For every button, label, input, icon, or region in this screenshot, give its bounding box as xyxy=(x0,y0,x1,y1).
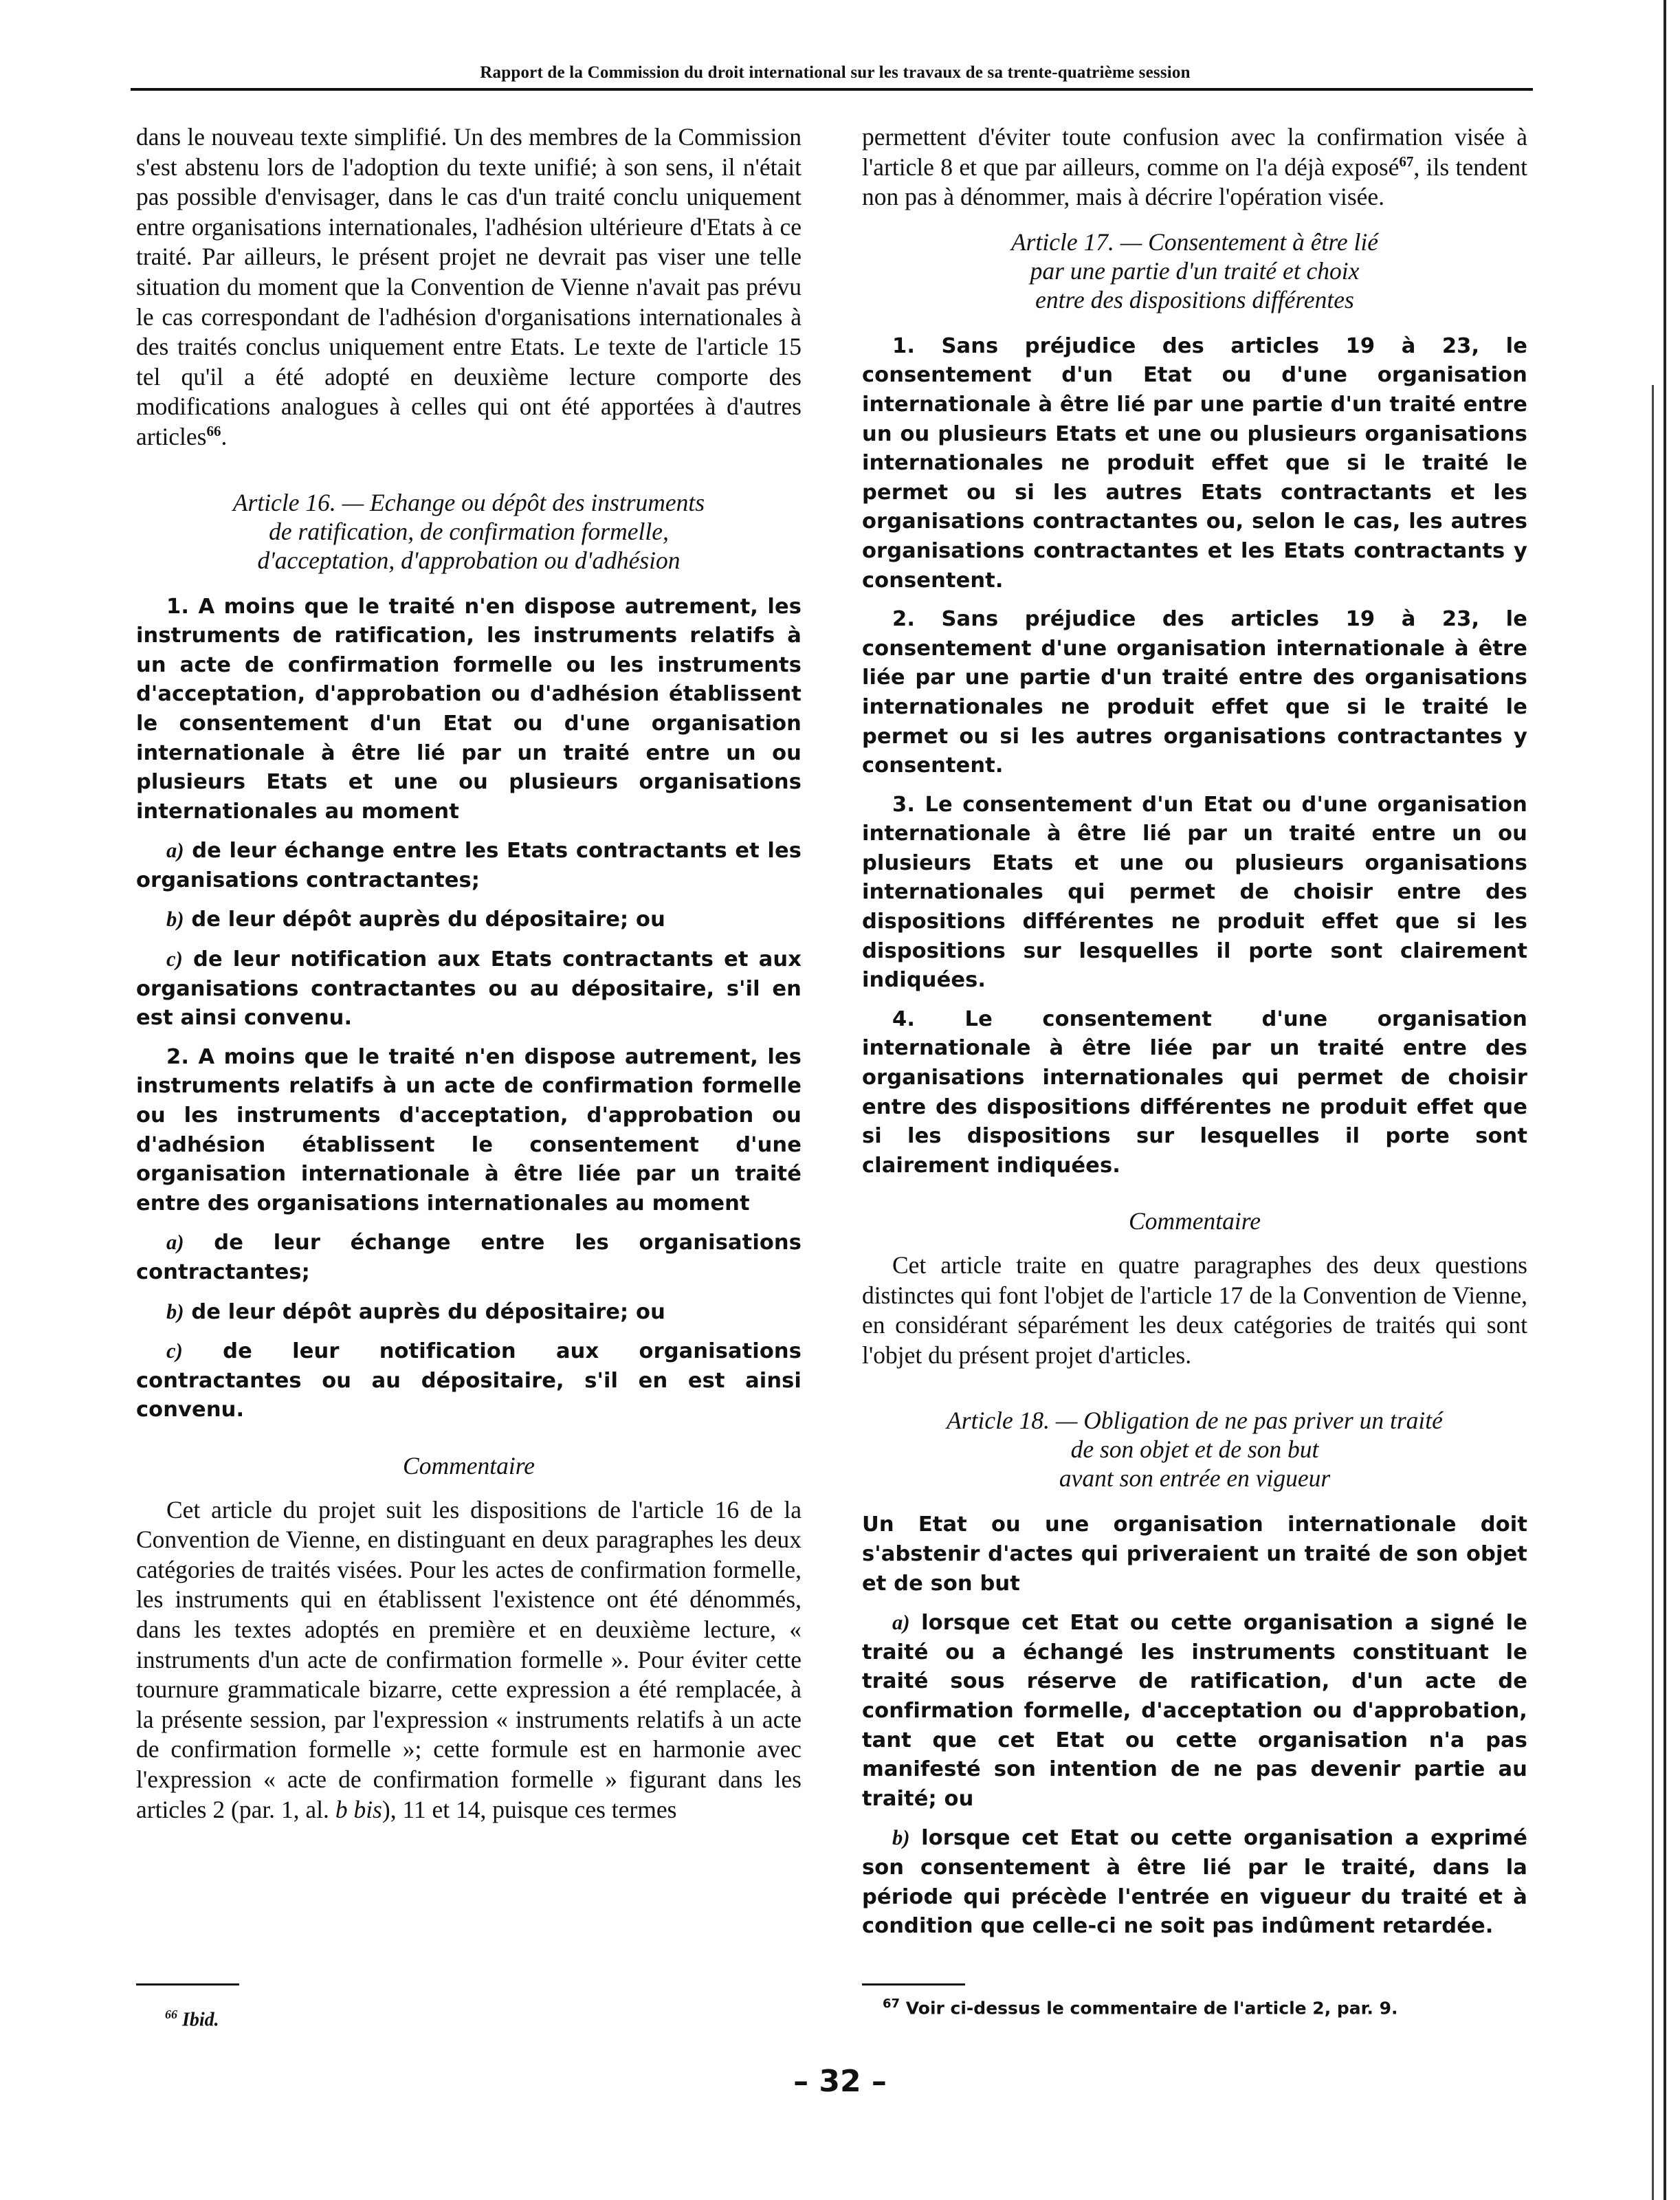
article-17-commentary: Cet article traite en quatre paragraphes des deux questions distinctes qui font l'objet de l'article 17 de la Convention de Vienne, en considérant séparément les deux catégories de traités qui sont l'objet du présent projet d'articles. xyxy=(862,1251,1527,1369)
article-17-paragraph-3: 3. Le consentement d'un Etat ou d'une organisation internationale à être lié par un traité entre un ou plusieurs Etats et une ou plusieurs organisations internationales qui permet de choisir entre des dispositions différentes ne produit effet que si les dispositions sur lesquelles il porte sont clairement indiquées. xyxy=(862,792,1527,993)
article-18-intro: Un Etat ou une organisation internationale doit s'abstenir d'actes qui priveraient un traité de son objet et de son but xyxy=(862,1512,1527,1596)
page-number: – 32 – xyxy=(793,2064,887,2099)
commentaire-heading-17: Commentaire xyxy=(1129,1207,1261,1235)
scan-edge-line xyxy=(1664,0,1666,2200)
footnote-ref-66: 66 xyxy=(206,423,221,440)
header-rule xyxy=(131,88,1533,91)
running-head: Rapport de la Commission du droit international sur les travaux de sa trente-quatrième session xyxy=(480,63,1191,82)
continuation-paragraph: permettent d'éviter toute confusion avec la confirmation visée à l'article 8 et que par ailleurs, comme on l'a déjà exposé$^{67}$, ils tendent non pas à dénommer, mais à décrire l'opération visée. xyxy=(862,123,1527,211)
article-16-title: Article 16. — Echange ou dépôt des instruments de ratification, de confirmation formelle, d'acceptation, d'approbation ou d'adhésion xyxy=(232,488,705,574)
article-16-p2-item-a: a) de leur échange entre les organisations contractantes; xyxy=(136,1231,802,1284)
footnote-ref-67: 67 xyxy=(1399,153,1414,170)
article-17-paragraph-1: 1. Sans préjudice des articles 19 à 23, le consentement d'un Etat ou d'une organisation internationale à être lié par une partie d'un traité entre un ou plusieurs Etats et une ou plusieurs organisations internationales ne produit effet que si le traité le permet ou si les autres Etats contractants et les organisations contractantes ou, selon le cas, les autres organisations contractantes et les Etats contractants y consentent. xyxy=(862,333,1527,593)
scan-edge-line-inner xyxy=(1652,385,1654,2200)
article-17-title: Article 17. — Consentement à être lié par une partie d'un traité et choix entre des dispositions différentes xyxy=(1010,228,1379,314)
intro-paragraph: dans le nouveau texte simplifié. Un des membres de la Commission s'est abstenu lors de l'adoption du texte unifié; à son sens, il n'était pas possible d'envisager, dans le cas d'un traité conclu uniquement entre organisations internationales, l'adhésion ultérieure d'Etats à ce traité. Par ailleurs, le présent projet ne devrait pas viser une telle situation du moment que la Convention de Vienne n'avait pas prévu le cas correspondant de l'adhésion d'organisations internationales à des traités conclus uniquement entre Etats. Le texte de l'article 15 tel qu'il a été adopté en deuxième lecture comporte des modifications analogues à celles qui ont été apportées à d'autres articles$^{66}$. xyxy=(136,123,802,450)
article-16-p2-item-c: c) de leur notification aux organisations contractantes ou au dépositaire, s'il en est ainsi convenu. xyxy=(136,1339,802,1422)
footnote-66: $^{66}$ Ibid. xyxy=(165,2008,219,2031)
article-18-item-a: a) lorsque cet Etat ou cette organisation a signé le traité ou a échangé les instruments constituant le traité sous réserve de ratification, d'un acte de confirmation formelle, d'acceptation ou d'approbation, tant que cet Etat ou cette organisation n'a pas manifesté son intention de ne pas devenir partie au traité; ou xyxy=(862,1611,1527,1811)
article-16-p2-item-b: b) de leur dépôt auprès du dépositaire; ou xyxy=(166,1299,665,1324)
footnote-67: $^{67}$ Voir ci-dessus le commentaire de l'article 2, par. 9. xyxy=(883,1996,1398,2018)
left-column xyxy=(136,122,802,1834)
article-16-p1-item-a: a) de leur échange entre les Etats contractants et les organisations contractantes; xyxy=(136,839,802,892)
footnote-rule-left xyxy=(136,1983,239,1986)
article-17-paragraph-2: 2. Sans préjudice des articles 19 à 23, le consentement d'une organisation internationale à être liée par une partie d'un traité entre des organisations internationales ne produit effet que si le traité le permet ou si les autres organisations contractantes y consentent. xyxy=(862,607,1527,778)
article-16-paragraph-2: 2. A moins que le traité n'en dispose autrement, les instruments relatifs à un acte de confirmation formelle ou les instruments d'acceptation, d'approbation ou d'adhésion établissent le consentement d'une organisation internationale à être liée par un traité entre des organisations internationales au moment xyxy=(136,1044,802,1216)
article-16-paragraph-1: 1. A moins que le traité n'en dispose autrement, les instruments de ratification, les instruments relatifs à un acte de confirmation formelle ou les instruments d'acceptation, d'approbation ou d'adhésion établissent le consentement d'un Etat ou d'une organisation internationale à être lié par un traité entre un ou plusieurs Etats et une ou plusieurs organisations internationales au moment xyxy=(136,594,802,824)
article-16-commentary: Cet article du projet suit les dispositions de l'article 16 de la Convention de Vienne, en distinguant en deux paragraphes les deux catégories de traités visées. Pour les actes de confirmation formelle, les instruments qui en établissent l'existence ont été dénommés, dans les textes adoptés en première et en deuxième lecture, « instruments d'un acte de confirmation formelle ». Pour éviter cette tournure grammaticale bizarre, cette expression a été remplacée, à la présente session, par l'expression « instruments relatifs à un acte de confirmation formelle »; cette formule est en harmonie avec l'expression « acte de confirmation formelle » figurant dans les articles 2 (par. 1, al. b bis), 11 et 14, puisque ces termes xyxy=(136,1495,802,1823)
article-16-p1-item-c: c) de leur notification aux Etats contractants et aux organisations contractantes ou au dépositaire, s'il en est ainsi convenu. xyxy=(136,947,802,1031)
article-17-paragraph-4: 4. Le consentement d'une organisation internationale à être liée par un traité entre des organisations internationales qui permet de choisir entre des dispositions différentes ne produit effet que si les dispositions sur lesquelles il porte sont clairement indiquées. xyxy=(862,1006,1527,1178)
article-16-p1-item-b: b) de leur dépôt auprès du dépositaire; ou xyxy=(166,908,665,932)
article-18-title: Article 18. — Obligation de ne pas priver un traité de son objet et de son but avant son entrée en vigueur xyxy=(947,1407,1443,1493)
commentaire-heading-16: Commentaire xyxy=(403,1451,535,1480)
article-18-item-b: b) lorsque cet Etat ou cette organisation a exprimé son consentement à être lié par le traité, dans la période qui précède l'entrée en vigueur du traité et à condition que celle-ci ne soit pas indûment retardée. xyxy=(862,1826,1527,1939)
right-column xyxy=(862,122,1527,1951)
footnote-rule-right xyxy=(862,1983,965,1986)
